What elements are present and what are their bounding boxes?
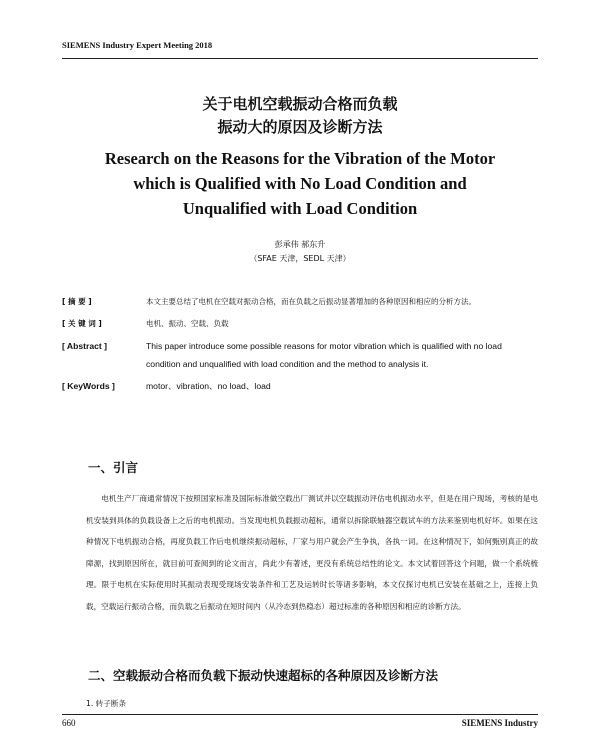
subsection-1-heading: 1. 转子断条 [86,699,127,708]
abstract-cn-row [62,293,534,311]
section-1-heading: 一、引言 [88,460,139,475]
abstract-cn-text: 本文主要总结了电机在空载对振动合格，而在负载之后振动显著增加的各种原因和相应的分析方法。 [146,297,476,306]
title-english [60,146,540,221]
section-1-body: 电机生产厂商通常情况下按照国家标准及国际标准做空载出厂测试并以空载振动评估电机振动水平，但是在用户现场，考核的是电机安装到具体的负载设备上之后的电机振动。当发现电机负载振动超标，通常以拆除联轴器空载试车的方法来鉴别电机好坏。如果在这种情况下电机振动合格，再度负载工作后电机继续振动超标，厂家与用户就会产生争执，各执一词。在这种情况下，如何甄别真正的故障源，找到原因所在，就目前可查阅到的论文而言，尚此少有著述，更没有系统总结性的论文。本文试着回答这个问题，做一个系统梳理。限于电机在实际使用时其振动表现受现场安装条件和工艺及运转时长等诸多影响，本文仅探讨电机已安装在基础之上，连接上负载，空载运行振动合格，而负载之后振动在短时间内（从冷态到热稳态）超过标准的各种原因和相应的诊断方法。 [86,494,538,611]
keywords-en-label: [ KeyWords ] [62,381,115,391]
title-chinese [60,93,540,139]
abstract-cn-label: [ 摘 要 ] [62,297,92,306]
title-english-line-3: Unqualified with Load Condition [182,199,418,218]
title-chinese-line-1: 关于电机空载振动合格而负载 [202,95,398,113]
keywords-en-text: motor、vibration、no load、load [146,381,271,391]
page-number: 660 [62,718,76,728]
footer-brand: SIEMENS Industry [461,718,538,728]
running-header: SIEMENS Industry Expert Meeting 2018 [62,40,213,50]
keywords-en-row [62,377,534,395]
abstract-en-label: [ Abstract ] [62,341,108,351]
section-2-heading: 二、空载振动合格而负载下振动快速超标的各种原因及诊断方法 [88,668,439,683]
title-english-line-1: Research on the Reasons for the Vibration of the Motor [104,149,496,168]
title-chinese-line-2: 振动大的原因及诊断方法 [217,118,383,136]
authors-block [0,238,600,266]
abstract-block [62,293,534,399]
abstract-en-row [62,337,534,373]
keywords-cn-label: [ 关 键 词 ] [62,319,102,328]
keywords-cn-row [62,315,534,333]
abstract-en-text: This paper introduce some possible reasons for motor vibration which is qualified with no load condition and unqualified with load condition and the method to analysis it. [146,341,502,369]
keywords-cn-text: 电机、振动、空载、负载 [146,319,229,328]
footer-rule [62,714,538,715]
title-english-line-2: which is Qualified with No Load Condition and [133,174,467,193]
author-affiliation: （SFAE 天津，SEDL 天津） [249,254,351,263]
author-names: 彭承伟 郝东升 [274,240,326,249]
header-rule [62,58,538,59]
